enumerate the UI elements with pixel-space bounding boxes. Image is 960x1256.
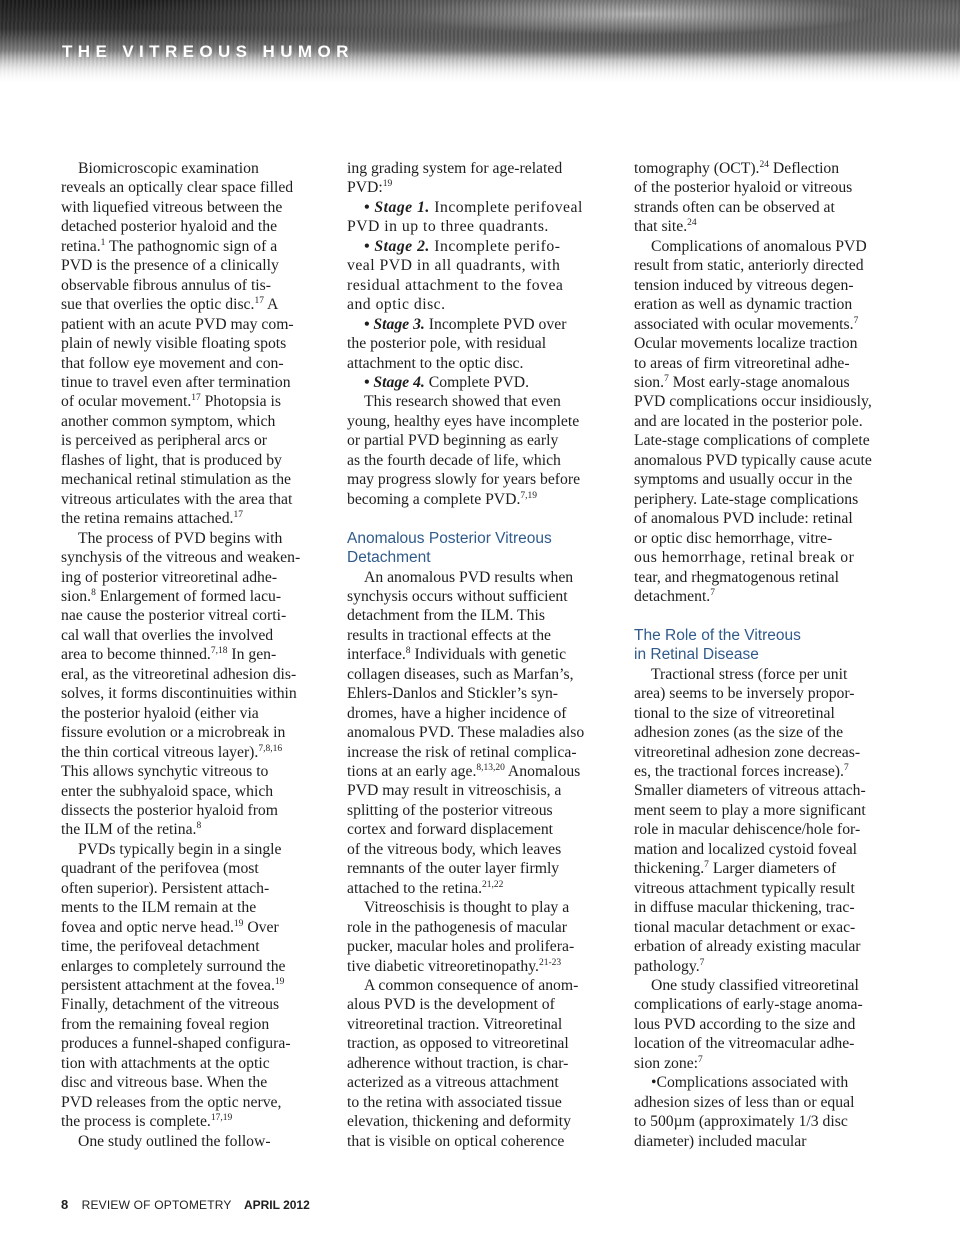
- text-line: adherence without traction, is char-: [347, 1054, 569, 1072]
- text-line: detachment from the ILM. This: [347, 607, 545, 625]
- text-line: becoming a complete PVD.$^{7,19}$: [347, 490, 538, 508]
- text-line: location of the vitreomacular adhe-: [634, 1035, 855, 1053]
- text-line: enlarges to completely surround the: [61, 957, 286, 975]
- text-line: of the vitreous body, which leaves: [347, 840, 562, 858]
- text-line: that is visible on optical coherence: [347, 1132, 565, 1150]
- text-line: The process of PVD begins with: [78, 529, 283, 547]
- text-line: Ehlers-Danlos and Stickler’s syn-: [347, 685, 559, 703]
- text-line: strands often can be observed at: [634, 198, 835, 216]
- text-line: tension induced by vitreous degen-: [634, 276, 854, 294]
- reference: 7: [698, 1054, 703, 1065]
- text-line: plain of newly visible floating spots: [61, 335, 287, 353]
- text-line: of anomalous PVD include: retinal: [634, 510, 853, 528]
- text-line: complications of early-stage anoma-: [634, 996, 863, 1014]
- text-line: cortex and forward displacement: [347, 821, 554, 839]
- reference: 19: [382, 179, 393, 190]
- text-line: lous PVD according to the size and: [634, 1015, 856, 1033]
- section-heading: in Retinal Disease: [634, 646, 759, 664]
- text-line: another common symptom, which: [61, 412, 276, 430]
- text-line: Smaller diameters of vitreous attach-: [634, 782, 866, 800]
- text-line: increase the risk of retinal complica-: [347, 743, 577, 761]
- text-line: adhesion zones (as the size of the: [634, 724, 844, 742]
- text-line: One study classified vitreoretinal: [651, 977, 859, 995]
- text-line: dromes, have a higher incidence of: [347, 704, 567, 722]
- text-line: PVD complications occur insidiously,: [634, 393, 872, 411]
- text-line: that follow eye movement and con-: [61, 354, 284, 372]
- text-line: anomalous PVD typically cause acute: [634, 451, 872, 469]
- text-line: traction, as opposed to vitreoretinal: [347, 1035, 569, 1053]
- text-line: An anomalous PVD results when: [364, 568, 574, 586]
- text-line: collagen diseases, such as Marfan’s,: [347, 665, 574, 683]
- stage-item: • Stage 2. Incomplete perifo-: [364, 237, 561, 255]
- text-line: time, the perifoveal detachment: [61, 938, 260, 956]
- text-line: PVD is the presence of a clinically: [61, 257, 279, 275]
- text-line: interface.$^8$ Individuals with genetic: [347, 646, 567, 664]
- text-line: sion zone:$^7$: [634, 1054, 703, 1072]
- reference: 7: [853, 315, 859, 326]
- reference: 7: [704, 860, 709, 871]
- text-line: sion.$^8$ Enlargement of formed lacu-: [61, 587, 282, 605]
- text-line: Ocular movements localize traction: [634, 335, 858, 353]
- text-line: tion with attachments at the optic: [61, 1054, 270, 1072]
- text-line: as the fourth decade of life, which: [347, 451, 561, 469]
- text-line: to 500µm (approximately 1/3 disc: [634, 1113, 848, 1131]
- text-line: symptoms and usually occur in the: [634, 471, 853, 489]
- text-line: role in the pathogenesis of macular: [347, 918, 567, 936]
- column-3: [634, 159, 904, 1151]
- text-line: or optic disc hemorrhage, vitre-: [634, 529, 833, 547]
- text-line: disc and vitreous base. When the: [61, 1074, 268, 1092]
- section-heading: Detachment: [347, 549, 431, 567]
- text-line: acterized as a vitreous attachment: [347, 1074, 559, 1092]
- page-number: 8: [61, 1197, 69, 1212]
- text-line: synchysis occurs without sufficient: [347, 587, 568, 605]
- text-line: tive diabetic vitreoretinopathy.$^{21-23}$: [347, 957, 562, 975]
- reference: 19: [233, 918, 244, 929]
- text-line: in diffuse macular thickening, trac-: [634, 899, 855, 917]
- spacer: [634, 606, 904, 625]
- text-line: area to become thinned.$^{7,18}$ In gen-: [61, 646, 277, 664]
- text-line: to areas of firm vitreoretinal adhe-: [634, 354, 850, 372]
- reference: 8: [196, 821, 202, 832]
- text-line: vitreoretinal adhesion zone decreas-: [634, 743, 861, 761]
- text-line: One study outlined the follow-: [78, 1132, 271, 1150]
- reference: 7,18: [210, 646, 228, 657]
- text-line: tional macular detachment or exac-: [634, 918, 856, 936]
- text-line: associated with ocular movements.$^7$: [634, 315, 859, 333]
- reference: 7,19: [520, 490, 538, 501]
- text-line: remnants of the outer layer firmly: [347, 860, 560, 878]
- reference: 17,19: [210, 1113, 233, 1124]
- section-heading: Anomalous Posterior Vitreous: [347, 529, 552, 547]
- text-line: es, the tractional forces increase).$^7$: [634, 763, 849, 781]
- reference: 17: [254, 296, 264, 307]
- text-line: ments to the ILM remain at the: [61, 899, 257, 917]
- text-line: quadrant of the perifovea (most: [61, 860, 259, 878]
- text-line: may progress slowly for years before: [347, 471, 581, 489]
- text-line: PVD in up to three quadrants.: [347, 218, 549, 236]
- issue-date: APRIL 2012: [243, 1198, 310, 1212]
- text-line: This allows synchytic vitreous to: [61, 763, 269, 781]
- text-line: adhesion sizes of less than or equal: [634, 1093, 855, 1111]
- text-line: tinue to travel even after termination: [61, 373, 291, 391]
- reference: 7: [710, 587, 715, 598]
- column-1: [61, 159, 328, 1151]
- text-line: splitting of the posterior vitreous: [347, 801, 553, 819]
- text-line: of the posterior hyaloid or vitreous: [634, 179, 853, 197]
- text-line: reveals an optically clear space filled: [61, 179, 294, 197]
- text-line: tomography (OCT).$^{24}$ Deflection: [634, 160, 840, 177]
- text-line: the process is complete.$^{17,19}$: [61, 1113, 233, 1131]
- reference: 21-23: [538, 957, 562, 968]
- text-line: synchysis of the vitreous and weaken-: [61, 549, 301, 567]
- text-line: periphery. Late-stage complications: [634, 490, 859, 508]
- text-line: PVD:$^{19}$: [347, 179, 393, 197]
- text-line: sion.$^7$ Most early-stage anomalous: [634, 373, 850, 391]
- text-line: area) seems to be inversely propor-: [634, 685, 855, 703]
- text-line: mation and localized cystoid foveal: [634, 840, 858, 858]
- text-line: Late-stage complications of complete: [634, 432, 870, 450]
- text-line: eral, as the vitreoretinal adhesion dis-: [61, 665, 297, 683]
- text-line: fissure evolution or a microbreak in: [61, 724, 286, 742]
- text-line: tional to the size of vitreoretinal: [634, 704, 835, 722]
- text-line: result from static, anteriorly directed: [634, 257, 864, 275]
- text-line: role in macular dehiscence/hole for-: [634, 821, 861, 839]
- text-line: Tractional stress (force per unit: [651, 665, 848, 683]
- reference: 8,13,20: [476, 763, 505, 774]
- text-line: •Complications associated with: [651, 1074, 849, 1092]
- reference: 17: [233, 510, 243, 521]
- reference: 1: [100, 237, 106, 248]
- spacer: [347, 509, 615, 528]
- text-line: enter the subhyaloid space, which: [61, 782, 274, 800]
- text-line: Biomicroscopic examination: [78, 160, 259, 177]
- text-line: sue that overlies the optic disc.$^{17}$ A: [61, 296, 279, 314]
- text-line: results in tractional effects at the: [347, 626, 552, 644]
- text-line: alous PVD is the development of: [347, 996, 555, 1014]
- section-heading: The Role of the Vitreous: [634, 626, 801, 644]
- text-line: A common consequence of anom-: [364, 977, 579, 995]
- reference: 7: [699, 957, 705, 968]
- text-line: fovea and optic nerve head.$^{19}$ Over: [61, 918, 279, 936]
- text-line: detached posterior hyaloid and the: [61, 218, 278, 236]
- text-line: produces a funnel-shaped configura-: [61, 1035, 291, 1053]
- text-line: with liquefied vitreous between the: [61, 198, 283, 216]
- text-line: of ocular movement.$^{17}$ Photopsia is: [61, 393, 281, 411]
- text-line: attachment to the optic disc.: [347, 354, 524, 372]
- text-line: tear, and rhegmatogenous retinal: [634, 568, 839, 586]
- text-line: ing grading system for age-related: [347, 160, 563, 177]
- text-line: from the remaining foveal region: [61, 1015, 270, 1033]
- text-line: This research showed that even: [364, 393, 561, 411]
- text-line: erbation of already existing macular: [634, 938, 861, 956]
- text-line: young, healthy eyes have incomplete: [347, 412, 580, 430]
- text-line: Finally, detachment of the vitreous: [61, 996, 280, 1014]
- text-line: attached to the retina.$^{21,22}$: [347, 879, 504, 897]
- text-line: detachment.$^7$: [634, 587, 715, 605]
- text-line: PVDs typically begin in a single: [78, 840, 282, 858]
- text-line: vitreoretinal traction. Vitreoretinal: [347, 1015, 563, 1033]
- reference: 21,22: [482, 879, 504, 890]
- reference: 8: [91, 587, 96, 598]
- stage-item: • Stage 3. Incomplete PVD over: [364, 315, 567, 333]
- header-banner: [0, 0, 960, 82]
- text-line: persistent attachment at the fovea.$^{19}$: [61, 977, 285, 995]
- text-line: residual attachment to the fovea: [347, 276, 564, 294]
- text-line: solves, it forms discontinuities within: [61, 685, 297, 703]
- text-line: tions at an early age.$^{8,13,20}$ Anomalous: [347, 763, 581, 781]
- text-line: vitreous articulates with the area that: [61, 490, 293, 508]
- reference: 17: [191, 393, 201, 404]
- text-line: PVD may result in vitreoschisis, a: [347, 782, 562, 800]
- text-line: that site.$^{24}$: [634, 218, 697, 236]
- text-line: the thin cortical vitreous layer).$^{7,8,16}$: [61, 743, 283, 761]
- text-line: flashes of light, that is produced by: [61, 451, 282, 469]
- text-line: anomalous PVD. These maladies also: [347, 724, 585, 742]
- text-line: the ILM of the retina.$^8$: [61, 821, 202, 839]
- text-line: cal wall that overlies the involved: [61, 626, 274, 644]
- text-line: pucker, macular holes and prolifera-: [347, 938, 575, 956]
- reference: 8: [405, 646, 411, 657]
- text-line: ment seem to play a more significant: [634, 801, 866, 819]
- reference: 24: [687, 218, 697, 229]
- text-line: ous hemorrhage, retinal break or: [634, 549, 855, 567]
- text-line: often superior). Persistent attach-: [61, 879, 270, 897]
- text-line: PVD releases from the optic nerve,: [61, 1093, 282, 1111]
- text-line: dissects the posterior hyaloid from: [61, 801, 278, 819]
- text-line: vitreous attachment typically result: [634, 879, 855, 897]
- text-line: retina.$^1$ The pathognomic sign of a: [61, 237, 278, 255]
- text-line: Vitreoschisis is thought to play a: [364, 899, 570, 917]
- text-line: diameter) included macular: [634, 1132, 807, 1150]
- reference: 24: [759, 160, 769, 170]
- text-line: thickening.$^7$ Larger diameters of: [634, 860, 837, 878]
- reference: 7: [843, 763, 849, 774]
- reference: 19: [274, 977, 285, 988]
- section-title: THE VITREOUS HUMOR: [62, 42, 354, 61]
- text-line: Complications of anomalous PVD: [651, 237, 867, 255]
- column-2: [347, 159, 615, 1151]
- stage-item: • Stage 1. Incomplete perifoveal: [364, 198, 583, 216]
- reference: 7,8,16: [258, 743, 283, 754]
- text-line: ing of posterior vitreoretinal adhe-: [61, 568, 278, 586]
- text-line: the posterior pole, with residual: [347, 335, 547, 353]
- text-line: observable fibrous annulus of tis-: [61, 276, 271, 294]
- text-line: and are located in the posterior pole.: [634, 412, 863, 430]
- publication-name: REVIEW OF OPTOMETRY: [81, 1198, 232, 1212]
- text-line: pathology.$^7$: [634, 957, 705, 975]
- text-line: the posterior hyaloid (either via: [61, 704, 259, 722]
- text-line: or partial PVD beginning as early: [347, 432, 559, 450]
- reference: 7: [664, 373, 669, 384]
- text-line: mechanical retinal stimulation as the: [61, 471, 292, 489]
- stage-item: • Stage 4. Complete PVD.: [364, 373, 529, 391]
- text-line: and optic disc.: [347, 296, 446, 314]
- page-footer: [61, 1197, 310, 1212]
- text-line: veal PVD in all quadrants, with: [347, 257, 561, 275]
- text-line: to the retina with associated tissue: [347, 1093, 562, 1111]
- text-line: the retina remains attached.$^{17}$: [61, 510, 243, 528]
- text-line: nae cause the posterior vitreal corti-: [61, 607, 287, 625]
- text-line: patient with an acute PVD may com-: [61, 315, 294, 333]
- text-line: elevation, thickening and deformity: [347, 1113, 571, 1131]
- text-line: eration as well as dynamic traction: [634, 296, 853, 314]
- text-line: is perceived as peripheral arcs or: [61, 432, 268, 450]
